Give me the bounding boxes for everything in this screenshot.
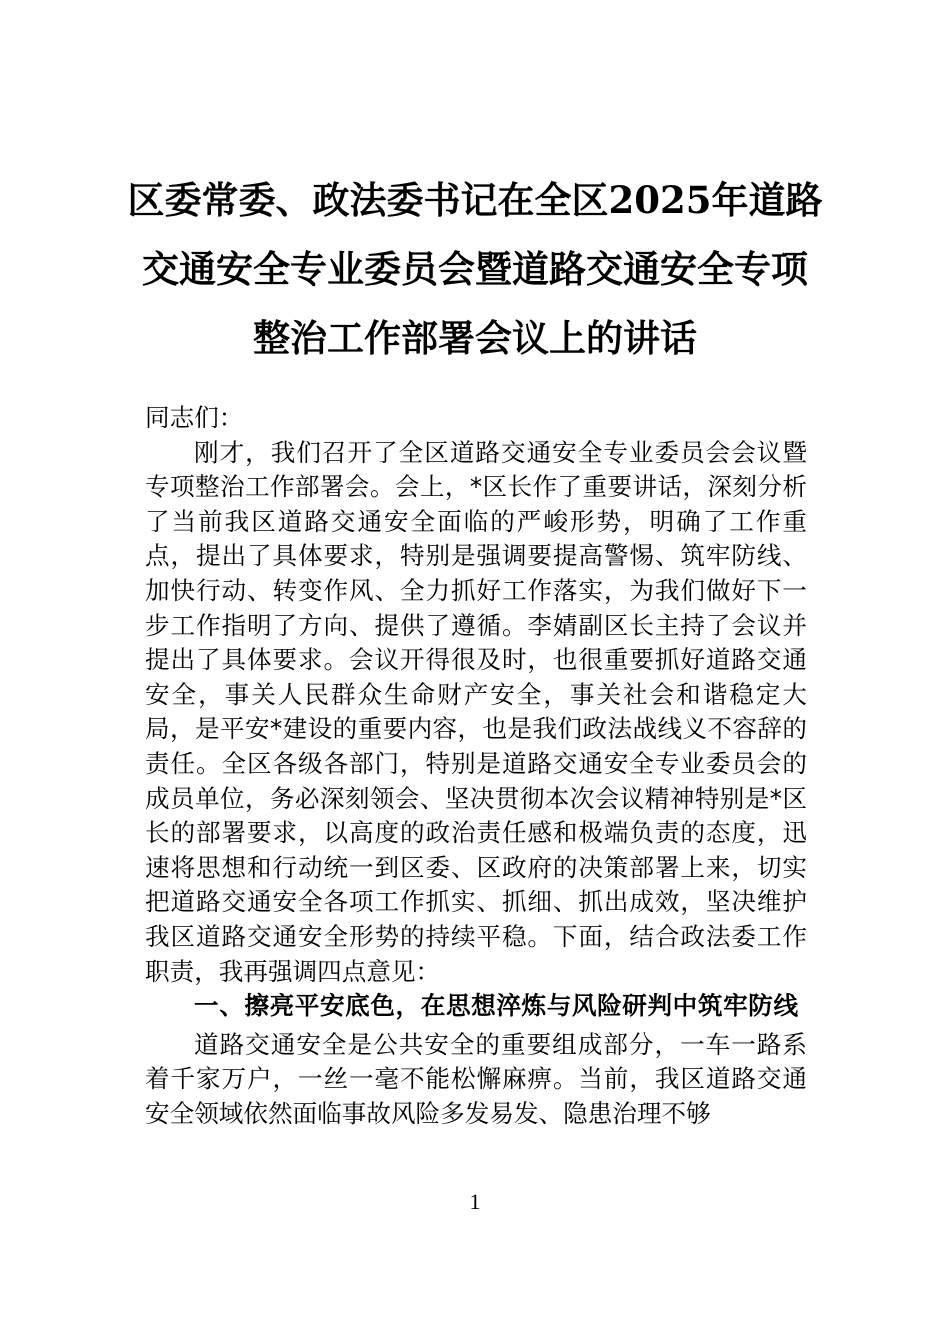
section-heading-1: 一、擦亮平安底色，在思想淬炼与风险研判中筑牢防线 xyxy=(194,991,799,1021)
document-body xyxy=(145,401,807,1131)
title-line-2: 交通安全专业委员会暨道路交通安全专项 xyxy=(142,247,808,291)
page-number: 1 xyxy=(469,1189,481,1214)
paragraph-opening: 刚才，我们召开了全区道路交通安全专业委员会会议暨专项整治工作部署会。会上，*区长作了重要讲话，深刻分析了当前我区道路交通安全面临的严峻形势，明确了工作重点，提出了具体要求，特别是强调要提高警惕、筑牢防线、加快行动、转变作风、全力抓好工作落实，为我们做好下一步工作指明了方向、提供了遵循。李婧副区长主持了会议并提出了具体要求。会议开得很及时，也很重要抓好道路交通安全，事关人民群众生命财产安全，事关社会和谐稳定大局，是平安*建设的重要内容，也是我们政法战线义不容辞的责任。全区各级各部门，特别是道路交通安全专业委员会的成员单位，务必深刻领会、坚决贯彻本次会议精神特别是*区长的部署要求，以高度的政治责任感和极端负责的态度，迅速将思想和行动统一到区委、区政府的决策部署上来，切实把道路交通安全各项工作抓实、抓细、抓出成效，坚决维护我区道路交通安全形势的持续平稳。下面，结合政法委工作职责，我再强调四点意见： xyxy=(145,437,807,986)
title-line-3: 整治工作部署会议上的讲话 xyxy=(253,316,697,360)
paragraph-section-1: 道路交通安全是公共安全的重要组成部分，一车一路系着千家万户，一丝一毫不能松懈麻痹。当前，我区道路交通安全领域依然面临事故风险多发易发、隐患治理不够 xyxy=(145,1029,807,1128)
document-title xyxy=(120,166,830,373)
title-line-1: 区委常委、政法委书记在全区2025年道路 xyxy=(127,178,823,222)
salutation: 同志们： xyxy=(145,403,244,432)
